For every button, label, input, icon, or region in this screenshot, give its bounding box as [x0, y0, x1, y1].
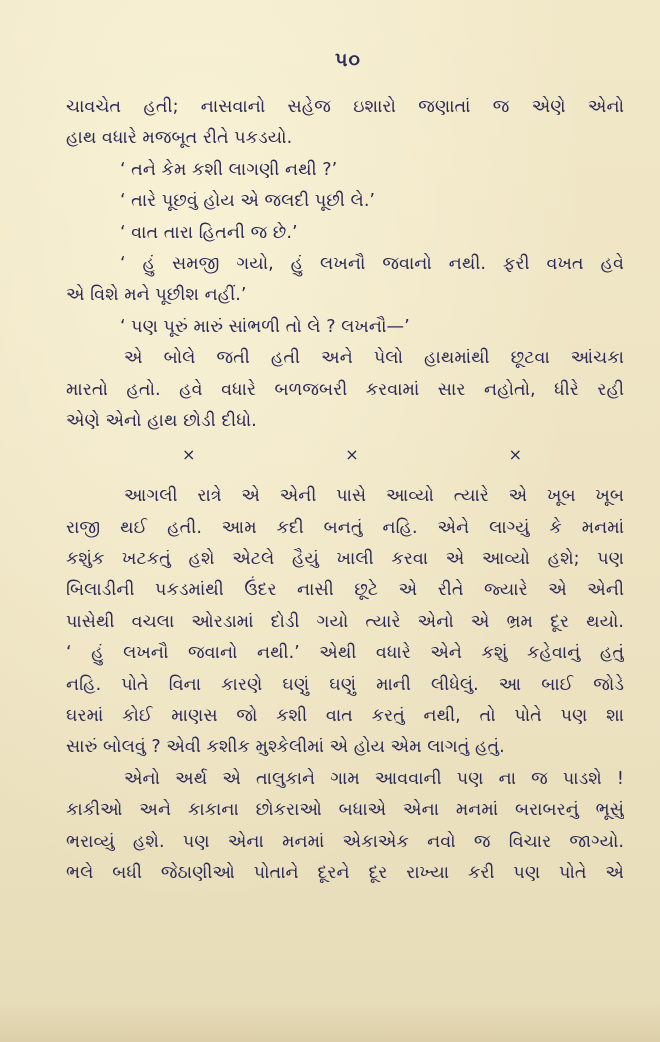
text-line: ભરાવ્યું હશે. પણ એના મનમાં એકાએક નવો જ વિચાર જાગ્યો.: [66, 831, 624, 852]
text-line: કાકીઓ અને કાકાના છોકરાઓ બધાએ એના મનમાં બરાબરનું ભૂસું: [66, 800, 624, 821]
dialog-line: ‘ તને કેમ કશી લાગણી નથી ?’: [120, 159, 338, 180]
dialog-line: ‘ તારે પૂછવું હોય એ જલદી પૂછી લે.’: [120, 191, 376, 212]
dialog-line: ‘ વાત તારા હિતની જ છે.’: [120, 222, 298, 243]
paragraph-start-line: એ બોલે જતી હતી અને પેલો હાથમાંથી છૂટવા આંચકા: [124, 348, 624, 369]
text-line: નહિ. પોતે વિના કારણે ઘણું ઘણું માની લીધેલું. આ બાઈ જોડે: [66, 674, 624, 695]
text-line: એણે એનો હાથ છોડી દીધો.: [66, 410, 257, 431]
text-line: રાજી થઈ હતી. આમ કદી બનતું નહિ. એને લાગ્યું કે મનમાં: [66, 517, 624, 538]
text-line: હાથ વધારે મજબૂત રીતે પકડયો.: [66, 128, 293, 149]
text-line: ચાવચેત હતી; નાસવાનો સહેજ ઇશારો જણાતાં જ એણે એનો: [66, 97, 624, 117]
dialog-line: ‘ હું સમજી ગયો, હું લખનૌ જવાનો નથી. ફરી વખત હવે: [120, 253, 624, 274]
text-line: ભલે બધી જેઠાણીઓ પોતાને દૂરને દૂર રાખ્યા કરી પણ પોતે એ: [66, 862, 624, 883]
text-line: મારતો હતો. હવે વધારે બળજબરી કરવામાં સાર નહોતો, ધીરે રહી: [66, 379, 624, 400]
text-line: ‘ હું લખનૌ જવાનો નથી.’ એથી વધારે એને કશું કહેવાનું હતું: [66, 643, 624, 664]
text-line: ઘરમાં કોઈ માણસ જો કશી વાત કરતું નથી, તો પોતે પણ શા: [66, 706, 624, 727]
separator-mark: ×: [345, 445, 359, 465]
paragraph-start-line: એનો અર્થ એ તાલુકાને ગામ આવવાની પણ ના જ પાડશે !: [124, 768, 624, 789]
section-separator: [182, 441, 522, 469]
text-line: બિલાડીની પકડમાંથી ઉંદર નાસી છૂટે એ રીતે જ્યારે એ એની: [66, 580, 624, 601]
page-number: ૫૦: [335, 49, 361, 71]
text-line: કશુંક ખટકતું હશે એટલે હૈયું ખાલી કરવા એ આવ્યો હશે; પણ: [66, 549, 624, 570]
text-line: પાસેથી વચલા ઓરડામાં દોડી ગયો ત્યારે એનો એ ભ્રમ દૂર થયો.: [66, 611, 624, 632]
page-bottom-shadow: [0, 1002, 660, 1042]
text-line: સારું બોલવું ? એવી કશીક મુશ્કેલીમાં એ હોય એમ લાગતું હતું.: [66, 737, 505, 758]
paragraph-start-line: આગલી રાત્રે એ એની પાસે આવ્યો ત્યારે એ ખૂબ ખૂબ: [124, 486, 624, 507]
text-block-bottom: [66, 481, 624, 889]
dialog-line: ‘ પણ પૂરું મારું સાંભળી તો લે ? લખનૌ—’: [120, 316, 410, 337]
text-line: એ વિશે મને પૂછીશ નહીં.’: [66, 285, 247, 306]
separator-mark: ×: [182, 445, 196, 465]
separator-mark: ×: [508, 445, 522, 465]
text-block-top: [66, 92, 624, 437]
